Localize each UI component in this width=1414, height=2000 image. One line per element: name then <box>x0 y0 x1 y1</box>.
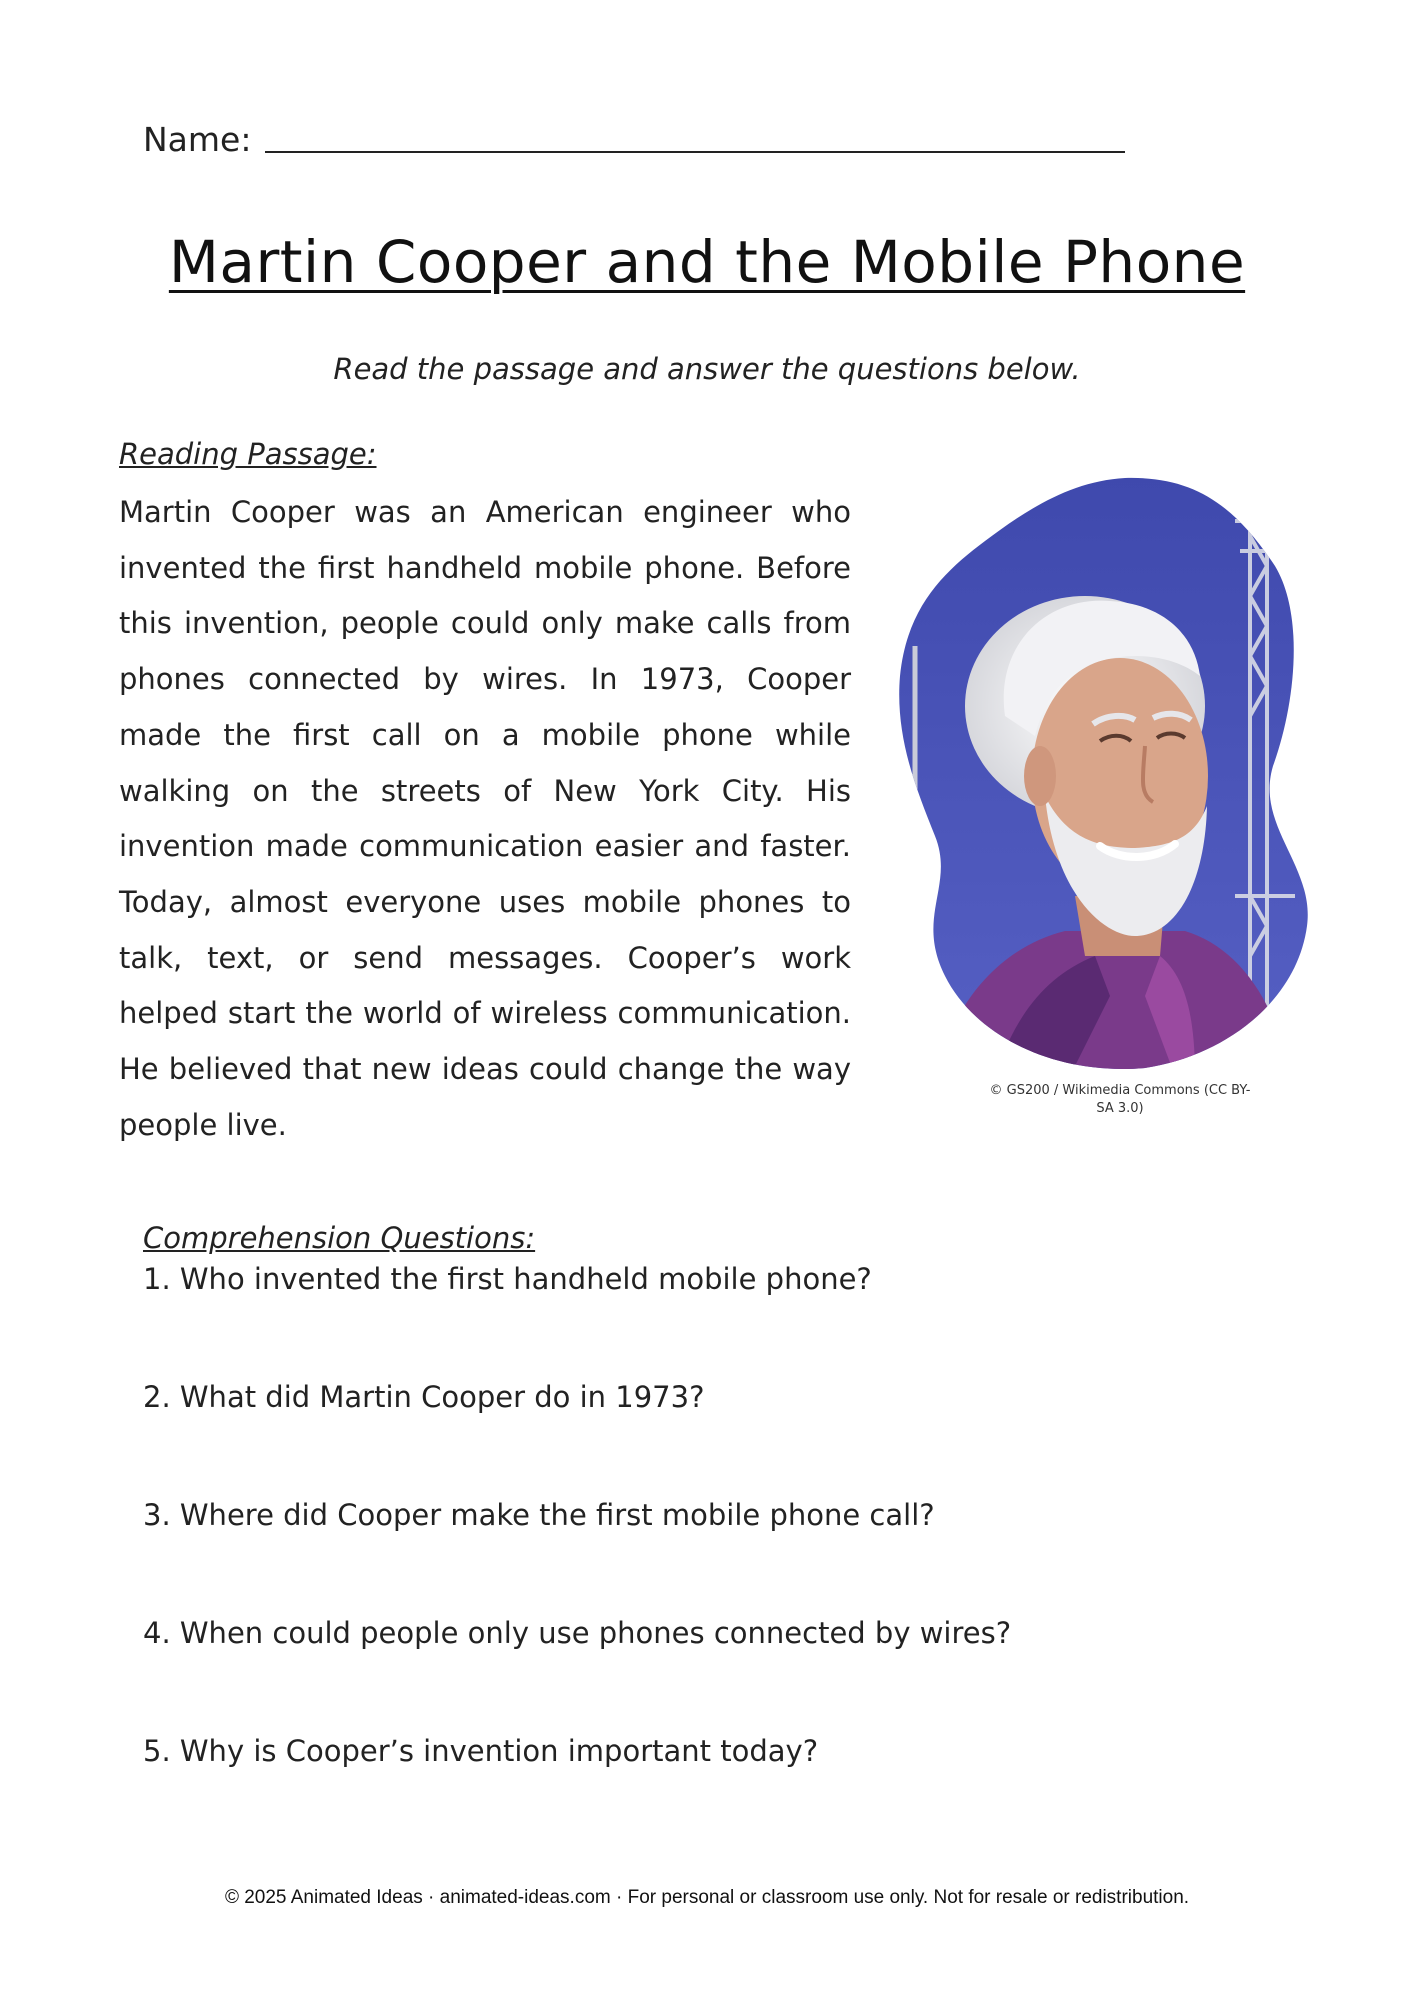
question-1: 1. Who invented the first handheld mobile phone? <box>143 1262 872 1296</box>
passage-text: Martin Cooper was an American engineer who invented the first handheld mobile phone. Before this invention, people could only make calls from phones connected by wires. In 1973, Cooper made the first call on a mobile phone while walking on the streets of New York City. His invention made communication easier and faster. Today, almost everyone uses mobile phones to talk, text, or send messages. Cooper’s work helped start the world of wireless communication. He believed that new ideas could change the way people live. <box>119 495 851 1142</box>
question-3: 3. Where did Cooper make the first mobile phone call? <box>143 1498 935 1532</box>
question-2: 2. What did Martin Cooper do in 1973? <box>143 1380 705 1414</box>
question-5: 5. Why is Cooper’s invention important today? <box>143 1734 819 1768</box>
name-label: Name: <box>143 120 252 159</box>
instructions: Read the passage and answer the questions below. <box>333 352 1081 386</box>
name-field-row <box>143 120 1125 159</box>
questions-heading: Comprehension Questions: <box>143 1221 536 1255</box>
question-4: 4. When could people only use phones connected by wires? <box>143 1616 1012 1650</box>
name-write-line[interactable] <box>265 151 1125 153</box>
photo-credit: © GS200 / Wikimedia Commons (CC BY-SA 3.0) <box>989 1083 1251 1116</box>
page-title: Martin Cooper and the Mobile Phone <box>168 228 1246 296</box>
footer-copyright: © 2025 Animated Ideas · animated-ideas.com · For personal or classroom use only. Not for resale or redistribution. <box>224 1887 1190 1908</box>
martin-cooper-photo <box>895 476 1320 1076</box>
passage-heading: Reading Passage: <box>119 437 377 471</box>
